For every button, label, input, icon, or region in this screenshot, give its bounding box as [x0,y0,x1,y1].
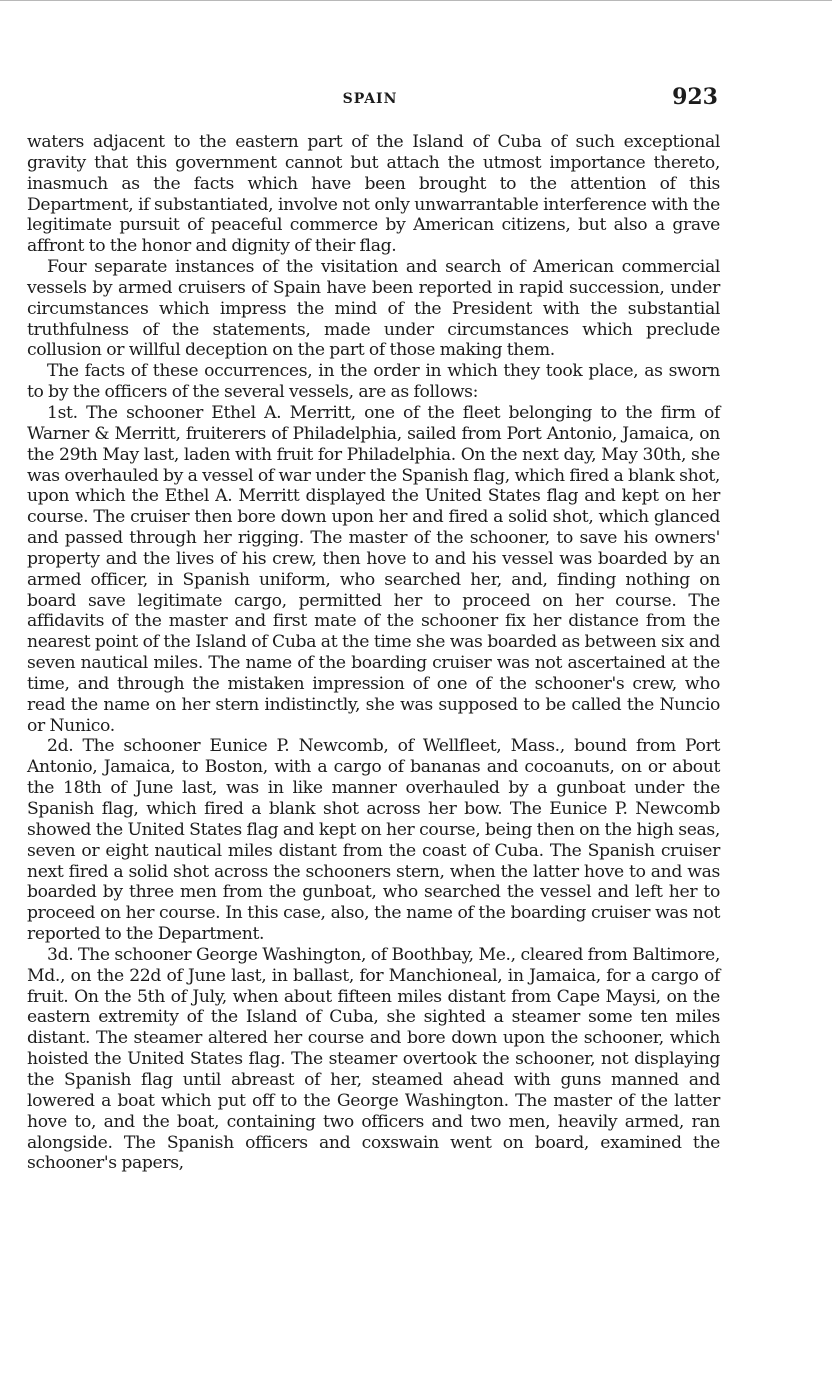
paragraph-george-washington: 3d. The schooner George Washington, of Boothbay, Me., cleared from Baltimore, Md., on the 22d of June last, in ballast, for Manchioneal, in Jamaica, for a cargo of fruit. On the 5th of July, when about fifteen miles distant from Cape Maysi, on the eastern extremity of the Island of Cuba, she sighted a steamer some ten miles distant. The steamer altered her course and bore down upon the schooner, which hoisted the United States flag. The steamer overtook the schooner, not displaying the Spanish flag until abreast of her, steamed ahead with guns manned and lowered a boat which put off to the George Washington. The master of the latter hove to, and the boat, containing two officers and two men, heavily armed, ran alongside. The Spanish officers and coxswain went on board, examined the schooner's papers, [27,944,720,1174]
paragraph-eunice-newcomb: 2d. The schooner Eunice P. Newcomb, of Wellfleet, Mass., bound from Port Antonio, Jamaica, to Boston, with a cargo of bananas and cocoanuts, on or about the 18th of June last, was in like manner overhauled by a gunboat under the Spanish flag, which fired a blank shot across her bow. The Eunice P. Newcomb showed the United States flag and kept on her course, being then on the high seas, seven or eight nautical miles distant from the coast of Cuba. The Spanish cruiser next fired a solid shot across the schooners stern, when the latter hove to and was boarded by three men from the gunboat, who searched the vessel and left her to proceed on her course. In this case, also, the name of the boarding cruiser was not reported to the Department. [27,736,720,945]
body-text [27,132,720,1174]
top-border-rule [0,0,832,1]
paragraph-facts-intro: The facts of these occurrences, in the order in which they took place, as sworn to by the officers of the several vessels, are as follows: [27,361,720,403]
paragraph-ethel-merritt: 1st. The schooner Ethel A. Merritt, one of the fleet belonging to the firm of Warner & Merritt, fruiterers of Philadelphia, sailed from Port Antonio, Jamaica, on the 29th May last, laden with fruit for Philadelphia. On the next day, May 30th, she was overhauled by a vessel of war under the Spanish flag, which fired a blank shot, upon which the Ethel A. Merritt displayed the United States flag and kept on her course. The cruiser then bore down upon her and fired a solid shot, which glanced and passed through her rigging. The master of the schooner, to save his owners' property and the lives of his crew, then hove to and his vessel was boarded by an armed officer, in Spanish uniform, who searched her, and, finding nothing on board save legitimate cargo, permitted her to proceed on her course. The affidavits of the master and first mate of the schooner fix her distance from the nearest point of the Island of Cuba at the time she was boarded as between six and seven nautical miles. The name of the boarding cruiser was not ascertained at the time, and through the mistaken impression of one of the schooner's crew, who read the name on her stern indistinctly, she was supposed to be called the Nuncio or Nunico. [27,402,720,736]
paragraph-four-instances: Four separate instances of the visitation and search of American commercial vessels by armed cruisers of Spain have been reported in rapid succession, under circumstances which impress the mind of the President with the substantial truthfulness of the statements, made under circumstances which preclude collusion or willful deception on the part of those making them. [27,257,720,361]
paragraph-continued: waters adjacent to the eastern part of the Island of Cuba of such exceptional gravity that this government cannot but attach the utmost importance thereto, inasmuch as the facts which have been brought to the attention of this Department, if substantiated, involve not only unwarrantable interference with the legitimate pursuit of peaceful commerce by American citizens, but also a grave affront to the honor and dignity of their flag. [27,132,720,257]
page-number: 923 [672,84,718,110]
running-title: SPAIN [342,91,398,107]
